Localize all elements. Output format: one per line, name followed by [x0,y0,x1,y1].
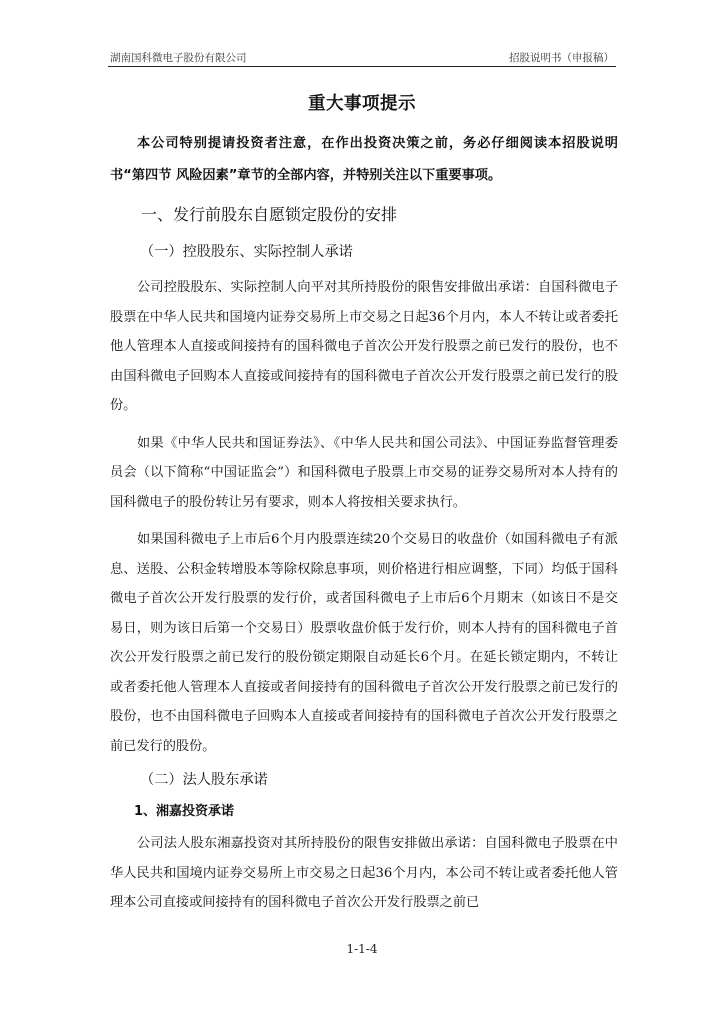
section-heading-lockup: 一、发行前股东自愿锁定股份的安排 [141,205,398,224]
header-company-name: 湖南国科微电子股份有限公司 [110,52,247,64]
item-heading-xiangjia: 1、湘嘉投资承诺 [134,804,235,819]
page-number: 1-1-4 [346,942,378,956]
header-document-name: 招股说明书（申报稿） [509,52,614,64]
header-divider [108,66,616,67]
paragraph-lockup-extension: 如果国科微电子上市后6个月内股票连续20个交易日的收盘价（如国科微电子有派息、送股、公积金转增股本等除权除息事项，则价格进行相应调整，下同）均低于国科微电子首次公开发行股票的发行价，或者国科微电子上市后6个月期末（如该日不是交易日，则为该日后第一个交易日）股票收盘价低于发行价，则本人持有的国科微电子首次公开发行股票之前已发行的股份锁定期限自动延长6个月。在延长锁定期内，不转让或者委托他人管理本人直接或者间接持有的国科微电子首次公开发行股票之前已发行的股份，也不由国科微电子回购本人直接或者间接持有的国科微电子首次公开发行股票之前已发行的股份。 [110,532,618,754]
paragraph-xiangjia-commitment: 公司法人股东湘嘉投资对其所持股份的限售安排做出承诺：自国科微电子股票在中华人民共和国境内证券交易所上市交易之日起36个月内，本公司不转让或者委托他人管理本公司直接或间接持有的国科微电子首次公开发行股票之前已 [110,836,618,910]
subsection-heading-corporate-shareholders: （二）法人股东承诺 [140,772,268,788]
running-header [108,50,616,66]
page-title: 重大事项提示 [308,94,416,114]
body-content [110,128,618,926]
subsection-heading-controlling-shareholder: （一）控股股东、实际控制人承诺 [140,244,353,260]
paragraph-regulatory-requirements: 如果《中华人民共和国证券法》、《中华人民共和国公司法》、中国证券监督管理委员会（以下简称“中国证监会”）和国科微电子股票上市交易的证券交易所对本人持有的国科微电子的股份转让另有要求，则本人将按相关要求执行。 [110,435,618,510]
investor-notice: 本公司特别提请投资者注意，在作出投资决策之前，务必仔细阅读本招股说明书“第四节 风险因素”章节的全部内容，并特别关注以下重要事项。 [110,136,618,183]
paragraph-controlling-commitment: 公司控股股东、实际控制人向平对其所持股份的限售安排做出承诺：自国科微电子股票在中华人民共和国境内证券交易所上市交易之日起36个月内，本人不转让或者委托他人管理本人直接或间接持有的国科微电子首次公开发行股票之前已发行的股份，也不由国科微电子回购本人直接或间接持有的国科微电子首次公开发行股票之前已发行的股份。 [110,280,618,413]
